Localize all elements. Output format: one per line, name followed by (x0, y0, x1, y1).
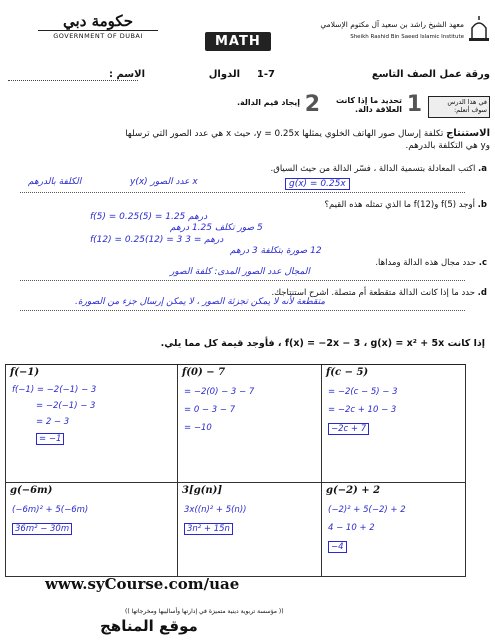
answer-b-4: 12 صورة بتكلفة 3 درهم (230, 246, 322, 256)
name-label: الاسم : (108, 69, 145, 80)
gov-english: GOVERNMENT OF DUBAI (38, 30, 158, 40)
answer-a-left: الكلفة بالدرهم (28, 177, 82, 187)
question-a: a. اكتب المعادلة بتسمية الدالة ، فسّر الدالة من حيث السياق. (270, 164, 487, 174)
name-line (8, 80, 138, 81)
answer-c-1: المجال عدد الصور المدى: كلفة الصور (170, 267, 310, 277)
problem-text-1: تكلفة إرسال صور الهاتف الخلوي يمثلها y = 0.25x، حيث x هي عدد الصور التي ترسلها (125, 129, 444, 139)
lesson-title: الدوال (208, 69, 240, 80)
problem-text-2: وy هي التكلفة بالدرهم. (405, 141, 490, 151)
task-line: إذا كانت f(x) = −2x − 3 ، g(x) = x² + 5x ، فأوجد قيمة كل مما يلي. (160, 338, 485, 349)
footer-watermark: موقع المناهج (100, 617, 198, 635)
cell-f-c-minus5: f(c − 5) = −2(c − 5) − 3 = −2c + 10 − 3 −2c + 7 (321, 365, 465, 483)
answer-b-2: 5 صور تكلف 1.25 درهم (170, 223, 263, 233)
footer-url[interactable]: www.syCourse.com/uae (45, 575, 240, 593)
answer-d-1: متقطعة لأنه لا يمكن تجزئة الصور ، لا يمكن إرسال جزء من الصورة. (75, 297, 326, 307)
objective-num-2: 2 (304, 92, 320, 117)
objective-1: تحديد ما إذا كانت العلاقة دالة. (335, 96, 402, 114)
question-c: c. حدد مجال هذه الدالة ومداها. (375, 258, 487, 268)
institute-english: Sheikh Rashid Bin Saeed Islamic Institute (350, 34, 464, 40)
answer-b (80, 206, 465, 256)
cell-f-neg1: f(−1) f(−1) = −2(−1) − 3 = −2(−1) − 3 = 2 − 3 = −1 (5, 365, 177, 483)
answer-a (20, 176, 465, 193)
lesson-number: 1-7 (256, 69, 275, 80)
math-logo (205, 30, 271, 49)
header (0, 0, 495, 70)
objective-2: إيجاد قيم الدالة. (237, 98, 300, 107)
question-d: d. حدد ما إذا كانت الدالة متقطعة أم متصلة. اشرح استنتاجك. (271, 288, 487, 298)
objectives-intro: في هذا الدرس سوف أتعلم: (428, 96, 490, 118)
cell-g-neg2-plus2: g(−2) + 2 (−2)² + 5(−2) + 2 4 − 10 + 2 −4 (321, 483, 465, 577)
answer-a-right: g(x) = 0.25x (285, 178, 350, 190)
worksheet-title: ورقة عمل الصف التاسع (371, 69, 490, 80)
institute-arabic: معهد الشيخ راشد بن سعيد آل مكتوم الإسلامي (320, 20, 464, 29)
answer-d (20, 296, 465, 311)
math-logo-text: MATH (205, 32, 271, 51)
problem-statement (10, 128, 490, 151)
answer-b-3: f(12) = 0.25(12) = 3 درهم = 3 (90, 235, 224, 245)
dubai-logo (38, 12, 158, 40)
answer-c (20, 266, 465, 281)
objective-num-1: 1 (406, 92, 422, 117)
cell-f0-minus7: f(0) − 7 = −2(0) − 3 − 7 = 0 − 3 − 7 = −10 (177, 365, 321, 483)
answer-a-mid: y(x) عدد الصور x (130, 177, 198, 187)
cell-g-neg6m: g(−6m) (−6m)² + 5(−6m) 36m² − 30m (5, 483, 177, 577)
question-b: b. أوجد f(5) وf(12) ما الذي تمثله هذه القيم؟ (324, 200, 487, 210)
answer-grid (5, 364, 466, 577)
mosque-icon (468, 14, 490, 42)
footer-note: (( مؤسسة تربوية دينية متميزة في إدارتها وأساليبها ومخرجاتها )) (125, 608, 284, 615)
title-row (0, 68, 490, 86)
cell-3-g-n: 3[g(n)] 3x((n)² + 5(n)) 3n² + 15n (177, 483, 321, 577)
gov-arabic: حكومة دبي (63, 12, 133, 30)
problem-label: الاستنتاج (446, 128, 490, 139)
objectives (180, 90, 490, 126)
answer-b-1: f(5) = 0.25(5) = 1.25 درهم (90, 212, 208, 222)
